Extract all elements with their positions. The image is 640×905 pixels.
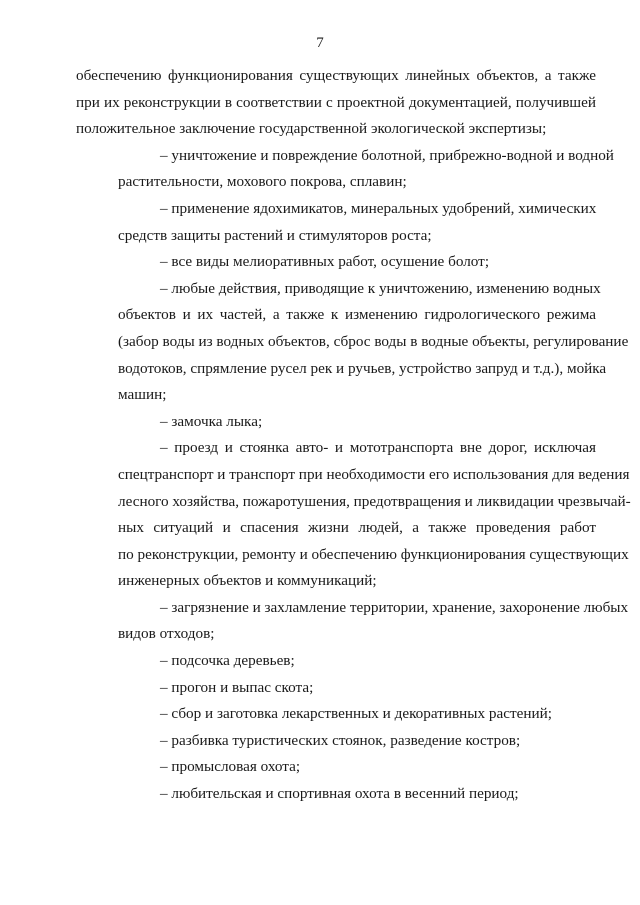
text-line: – сбор и заготовка лекарственных и декоративных растений;	[160, 705, 552, 723]
text-line: лесного хозяйства, пожаротушения, предотвращения и ликвидации чрезвычай-	[118, 492, 631, 510]
text-line: – загрязнение и захламление территории, хранение, захоронение любых	[160, 598, 629, 616]
text-line: при их реконструкции в соответствии с проектной документацией, получившей	[76, 93, 596, 111]
text-line: машин;	[118, 386, 167, 404]
text-line: – промысловая охота;	[160, 758, 301, 776]
text-line: – любительская и спортивная охота в весенний период;	[160, 785, 519, 803]
text-line: – прогон и выпас скота;	[160, 678, 314, 696]
text-line: – разбивка туристических стоянок, разведение костров;	[160, 731, 521, 749]
text-line: объектов и их частей, а также к изменению гидрологического режима	[118, 306, 596, 324]
list-item	[76, 143, 614, 196]
text-line: – подсочка деревьев;	[160, 652, 295, 670]
text-line: – применение ядохимикатов, минеральных удобрений, химических	[160, 199, 597, 217]
list-item	[76, 754, 596, 781]
page-number: 7	[316, 35, 324, 51]
text-line: инженерных объектов и коммуникаций;	[118, 572, 377, 590]
text-line: – любые действия, приводящие к уничтожению, изменению водных	[160, 279, 601, 297]
list-item	[76, 595, 629, 648]
text-line: – уничтожение и повреждение болотной, прибрежно-водной и водной	[160, 146, 614, 164]
paragraph-continuation	[76, 63, 596, 143]
list-item	[76, 781, 596, 808]
text-line: спецтранспорт и транспорт при необходимости его использования для ведения	[118, 465, 630, 483]
list-item	[76, 701, 596, 728]
list-item	[76, 276, 629, 409]
text-line: – замочка лыка;	[160, 412, 263, 430]
text-line: положительное заключение государственной экологической экспертизы;	[76, 120, 547, 138]
list-item	[76, 196, 596, 249]
text-line: водотоков, спрямление русел рек и ручьев, устройство запруд и т.д.), мойка	[118, 359, 607, 377]
text-line: средств защиты растений и стимуляторов роста;	[118, 226, 432, 244]
list-item	[76, 409, 596, 436]
text-line: растительности, мохового покрова, сплавин;	[118, 173, 407, 191]
list-item	[76, 675, 596, 702]
list-item	[76, 648, 596, 675]
text-line: – проезд и стоянка авто- и мототранспорта вне дорог, исключая	[160, 439, 596, 457]
text-line: по реконструкции, ремонту и обеспечению функционирования существующих	[118, 545, 629, 563]
text-line: обеспечению функционирования существующих линейных объектов, а также	[76, 67, 596, 84]
text-line: ных ситуаций и спасения жизни людей, а также проведения работ	[118, 519, 596, 537]
text-line: – все виды мелиоративных работ, осушение болот;	[160, 253, 490, 271]
text-line: (забор воды из водных объектов, сброс воды в водные объекты, регулирование	[118, 332, 629, 350]
document-body	[76, 63, 631, 808]
text-line: видов отходов;	[118, 625, 215, 643]
list-item	[76, 435, 631, 595]
list-item	[76, 249, 596, 276]
list-item	[76, 728, 596, 755]
